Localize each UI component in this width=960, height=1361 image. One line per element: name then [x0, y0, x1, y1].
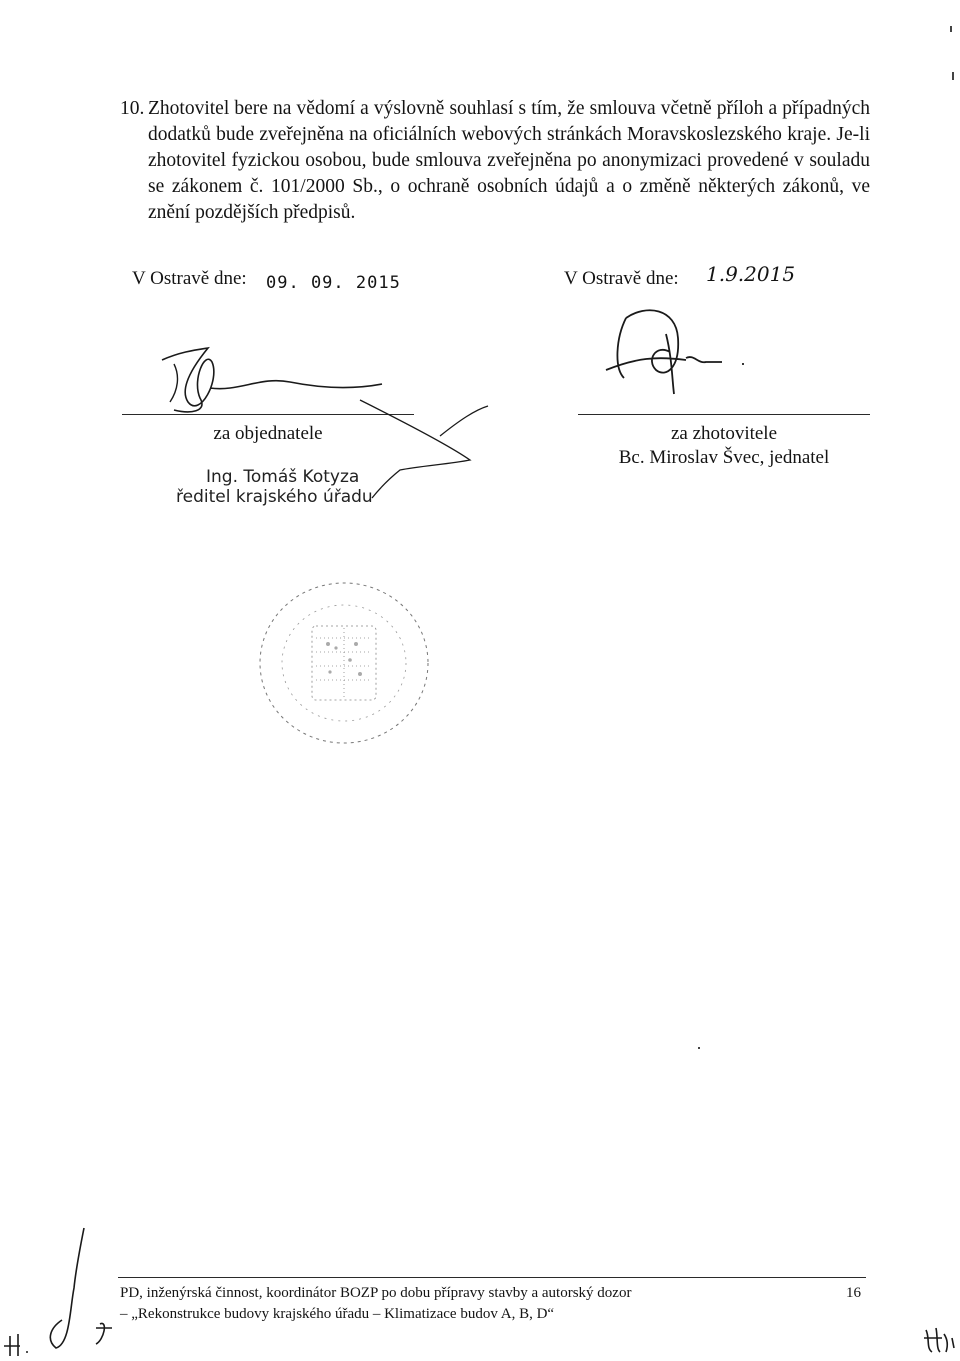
footer-line-2: – „Rekonstrukce budovy krajského úřadu – Klimatizace budov A, B, D“: [120, 1306, 555, 1322]
right-signature-line: [578, 414, 870, 415]
signer-stamp-function: ředitel krajského úřadu: [176, 487, 373, 507]
clause-text: Zhotovitel bere na vědomí a výslovně souhlasí s tím, že smlouva včetně příloh a případných dodatků bude zveřejněna na oficiálních webových stránkách Moravskoslezského kraje. Je-li zhotovitel fyzickou osobou, bude smlouva zveřejněna po anonymizaci provedené v souladu se zákonem č. 101/2000 Sb., o ochraně osobních údajů a o změně některých zákonů, ve znění pozdějších předpisů.: [148, 98, 870, 223]
signer-stamp-name: Ing. Tomáš Kotyza: [206, 467, 360, 487]
right-signature-scribble: [586, 298, 766, 408]
footer-rule: [118, 1277, 866, 1278]
left-signature-scribble: [150, 330, 390, 420]
official-seal: [254, 578, 434, 748]
right-caption: za zhotovitele: [670, 423, 778, 444]
left-caption: za objednatele: [213, 423, 323, 444]
page-number: 16: [846, 1285, 861, 1301]
right-date-handwritten: 1.9.2015: [706, 262, 796, 286]
left-signature-flourish: [360, 400, 500, 510]
left-place-label: V Ostravě dne:: [132, 268, 247, 289]
right-place-label: V Ostravě dne:: [564, 268, 679, 289]
clause-10: [120, 96, 870, 226]
speck: [950, 26, 952, 32]
page-initials-right: [922, 1324, 958, 1356]
clause-number: 10.: [120, 98, 145, 119]
page-initials-left: [0, 1228, 130, 1358]
right-signer: Bc. Miroslav Švec, jednatel: [618, 447, 830, 468]
speck: [698, 1047, 700, 1049]
footer-line-1: PD, inženýrská činnost, koordinátor BOZP po dobu přípravy stavby a autorský dozor: [120, 1285, 632, 1301]
left-date-stamp: 09. 09. 2015: [266, 273, 401, 293]
speck: [952, 72, 954, 80]
